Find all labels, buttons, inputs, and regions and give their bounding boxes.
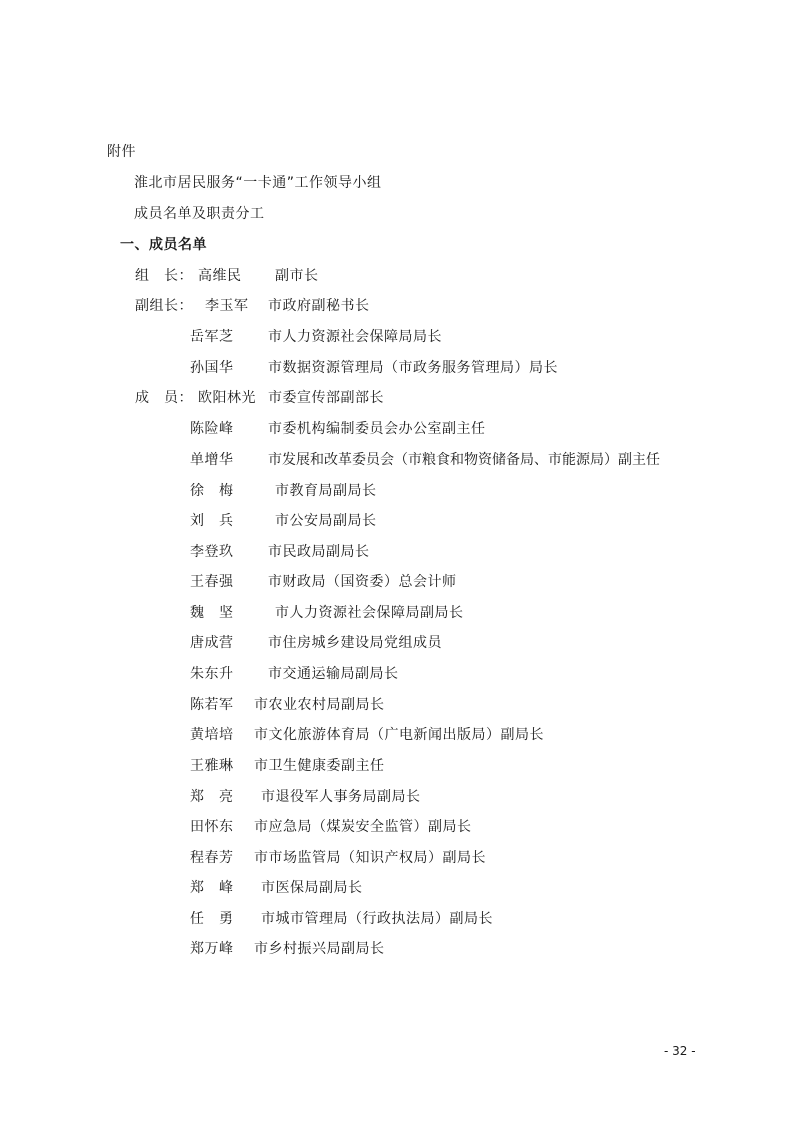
member-name: 任 勇 [190, 911, 234, 927]
member-position: 市应急局（煤炭安全监管）副局长 [254, 819, 472, 835]
section-heading-member-list: 一、成员名单 [120, 237, 207, 253]
member-position: 市交通运输局副局长 [268, 666, 399, 682]
member-position: 市民政局副局长 [268, 544, 370, 560]
page-number: - 32 - [664, 1044, 696, 1058]
member-position: 市教育局副局长 [275, 483, 377, 499]
document-title-line2: 成员名单及职责分工 [134, 206, 265, 222]
member-name: 陈险峰 [190, 421, 234, 437]
member-position: 市农业农村局副局长 [254, 697, 385, 713]
leader-position: 副市长 [275, 268, 319, 284]
leader-role-label: 组 长： [135, 268, 193, 284]
member-position: 市公安局副局长 [275, 513, 377, 529]
member-position: 市委机构编制委员会办公室副主任 [268, 421, 486, 437]
member-position: 市住房城乡建设局党组成员 [268, 635, 442, 651]
member-name: 李登玖 [190, 544, 234, 560]
deputy-position: 市人力资源社会保障局局长 [268, 329, 442, 345]
attachment-label: 附件 [107, 144, 136, 160]
member-position: 市市场监管局（知识产权局）副局长 [254, 850, 486, 866]
member-name: 唐成营 [190, 635, 234, 651]
deputy-name: 岳军芝 [190, 329, 234, 345]
member-position: 市乡村振兴局副局长 [254, 941, 385, 957]
member-name: 陈若军 [190, 697, 234, 713]
member-name: 欧阳林光 [198, 390, 256, 406]
member-name: 魏 坚 [190, 605, 234, 621]
deputy-name: 李玉军 [205, 298, 249, 314]
member-name: 朱东升 [190, 666, 234, 682]
member-name: 程春芳 [190, 850, 234, 866]
member-name: 徐 梅 [190, 483, 234, 499]
member-position: 市人力资源社会保障局副局长 [275, 605, 464, 621]
member-name: 郑万峰 [190, 941, 234, 957]
member-position: 市文化旅游体育局（广电新闻出版局）副局长 [254, 727, 544, 743]
member-name: 田怀东 [190, 819, 234, 835]
deputy-role-label: 副组长： [135, 298, 193, 314]
member-name: 刘 兵 [190, 513, 234, 529]
member-position: 市财政局（国资委）总会计师 [268, 574, 457, 590]
member-position: 市卫生健康委副主任 [254, 758, 385, 774]
member-position: 市退役军人事务局副局长 [261, 789, 421, 805]
deputy-position: 市政府副秘书长 [268, 298, 370, 314]
deputy-name: 孙国华 [190, 360, 234, 376]
leader-name: 高维民 [198, 268, 242, 284]
member-role-label: 成 员： [135, 390, 193, 406]
member-position: 市发展和改革委员会（市粮食和物资储备局、市能源局）副主任 [268, 452, 660, 468]
member-name: 单增华 [190, 452, 234, 468]
member-name: 郑 峰 [190, 880, 234, 896]
member-name: 郑 亮 [190, 789, 234, 805]
deputy-position: 市数据资源管理局（市政务服务管理局）局长 [268, 360, 558, 376]
member-position: 市委宣传部副部长 [268, 390, 384, 406]
document-title-line1: 淮北市居民服务“一卡通”工作领导小组 [134, 175, 382, 191]
member-name: 王雅琳 [190, 758, 234, 774]
member-position: 市城市管理局（行政执法局）副局长 [261, 911, 493, 927]
member-name: 王春强 [190, 574, 234, 590]
member-name: 黄培培 [190, 727, 234, 743]
member-position: 市医保局副局长 [261, 880, 363, 896]
